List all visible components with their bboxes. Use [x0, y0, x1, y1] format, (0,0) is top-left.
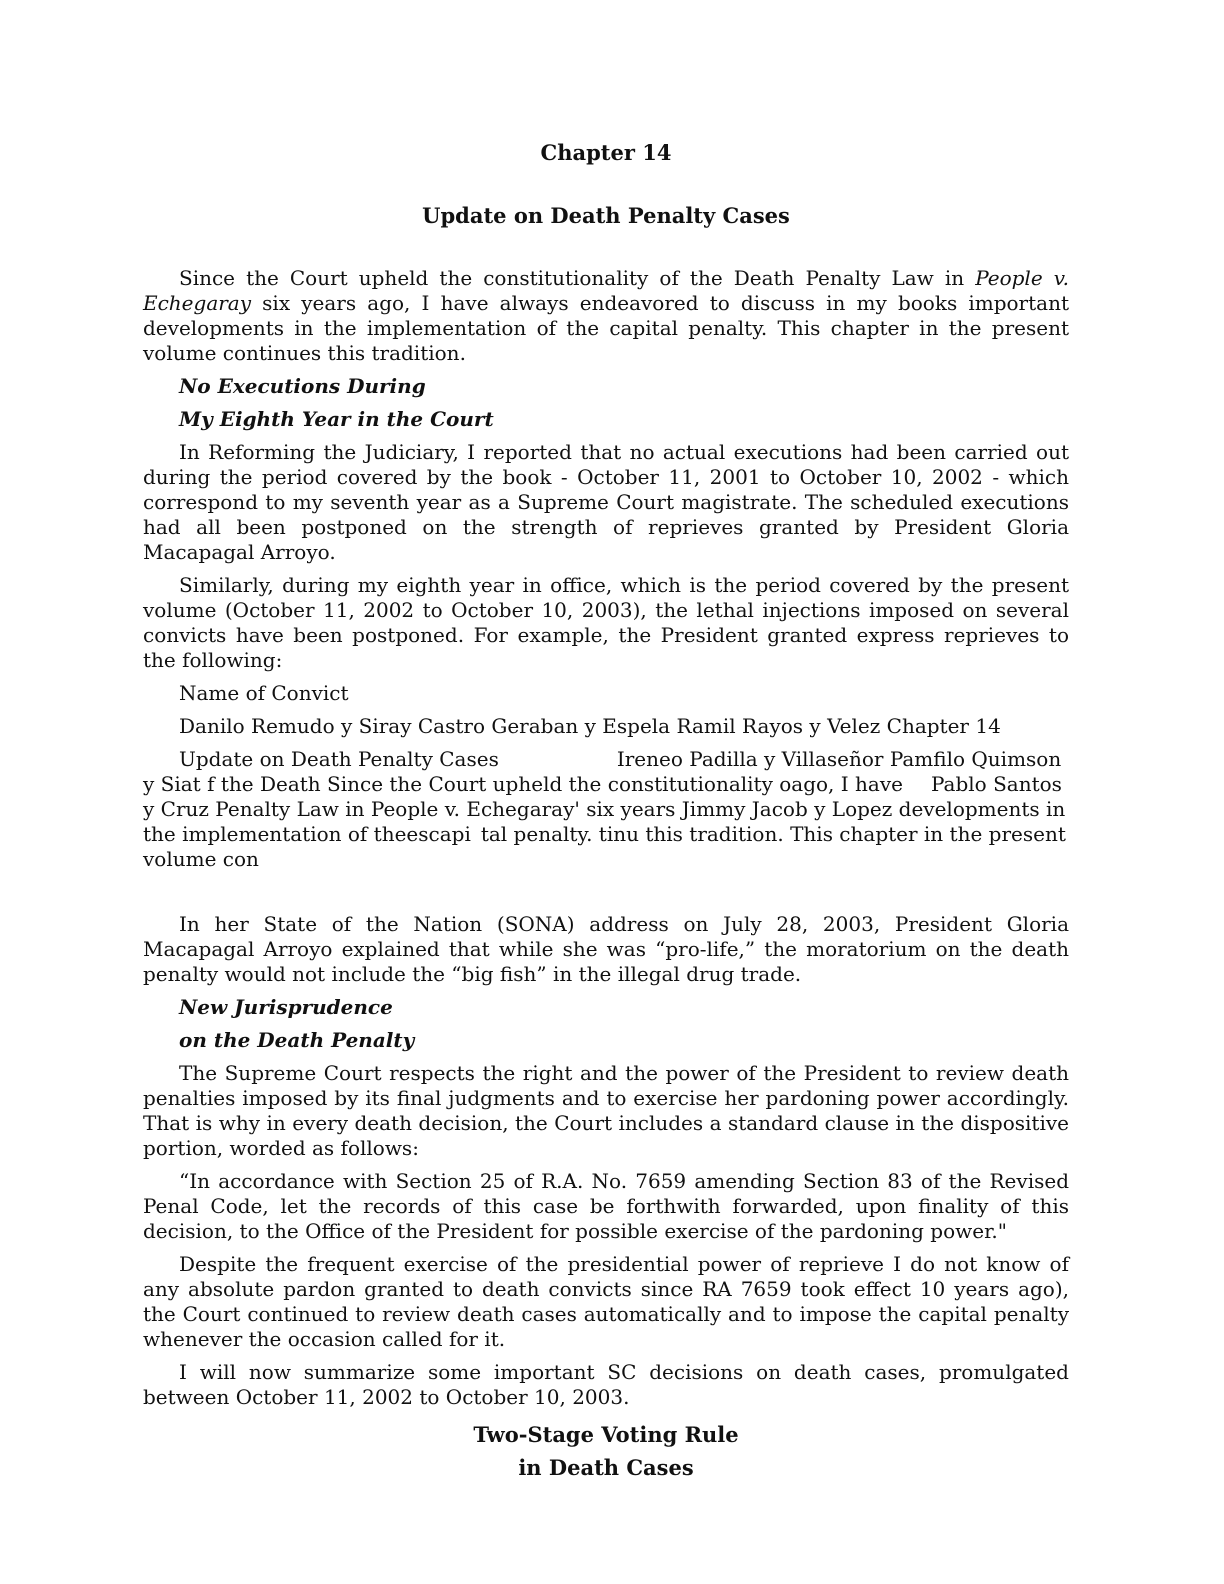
section1-heading-line2: My Eighth Year in the Court [179, 407, 494, 431]
garbled-part2: Ireneo Padilla y Villaseñor Pamfilo Quimson y Siat f the Death Since the Court upheld the constitutionality oago, I have [143, 747, 1062, 796]
garbled-part1: Update on Death Penalty Cases [179, 747, 499, 771]
section2-heading-line2: on the Death Penalty [179, 1028, 415, 1052]
convict-list-header: Name of Convict [179, 681, 349, 705]
intro-paragraph [143, 266, 1069, 366]
section2-paragraph1: The Supreme Court respects the right and the power of the President to review death penalties imposed by its final judgments and to exercise her pardoning power accordingly. That is why in every death decision, the Court includes a standard clause in the dispositive portion, worded as follows: [143, 1061, 1069, 1160]
convict-list-line: Danilo Remudo y Siray Castro Geraban y Espela Ramil Rayos y Velez Chapter 14 [179, 714, 1001, 738]
section3-heading-line1: Two-Stage Voting Rule [473, 1422, 739, 1447]
intro-text-before: Since the Court upheld the constitutionality of the Death Penalty Law in [179, 266, 976, 290]
section2-paragraph3: I will now summarize some important SC decisions on death cases, promulgated between October 11, 2002 to October 10, 2003. [143, 1360, 1069, 1409]
section2-heading-line1: New Jurisprudence [179, 995, 393, 1019]
case-name: People v. Echegaray [143, 266, 1069, 315]
section1-paragraph1: In Reforming the Judiciary, I reported that no actual executions had been carried out during the period covered by the book - October 11, 2001 to October 10, 2002 - which correspond to my seventh year as a Supreme Court magistrate. The scheduled executions had all been postponed on the strength of reprieves granted by President Gloria Macapagal Arroyo. [143, 440, 1069, 564]
chapter-title: Update on Death Penalty Cases [422, 203, 790, 228]
section2-paragraph2: Despite the frequent exercise of the presidential power of reprieve I do not know of any absolute pardon granted to death convicts since RA 7659 took effect 10 years ago), the Court continued to review death cases automatically and to impose the capital penalty whenever the occasion called for it. [143, 1252, 1069, 1351]
intro-text-after: six years ago, I have always endeavored to discuss in my books important developments in the implementation of the capital penalty. This chapter in the present volume continues this tradition. [143, 291, 1069, 365]
garbled-part3: Pablo Santos y Cruz Penalty Law in People v. Echegaray' six years Jimmy Jacob y Lopez developments in the implementation of theescapi [143, 772, 1066, 846]
section1-heading-line1: No Executions During [179, 374, 426, 398]
sona-paragraph: In her State of the Nation (SONA) address on July 28, 2003, President Gloria Macapagal Arroyo explained that while she was “pro-life,” the moratorium on the death penalty would not include the “big fish” in the illegal drug trade. [143, 912, 1069, 986]
document-page [143, 140, 1069, 1484]
chapter-label: Chapter 14 [540, 140, 672, 165]
garbled-part4: tal penalty. tinu this tradition. This chapter in the present volume con [143, 822, 1066, 871]
section1-paragraph2: Similarly, during my eighth year in office, which is the period covered by the present volume (October 11, 2002 to October 10, 2003), the lethal injections imposed on several convicts have been postponed. For example, the President granted express reprieves to the following: [143, 573, 1069, 672]
section3-heading-line2: in Death Cases [518, 1455, 694, 1480]
dispositive-clause-quote: “In accordance with Section 25 of R.A. No. 7659 amending Section 83 of the Revised Penal Code, let the records of this case be forthwith forwarded, upon finality of this decision, to the Office of the President for possible exercise of the pardoning power." [143, 1169, 1069, 1243]
convict-list-block [143, 747, 1069, 872]
